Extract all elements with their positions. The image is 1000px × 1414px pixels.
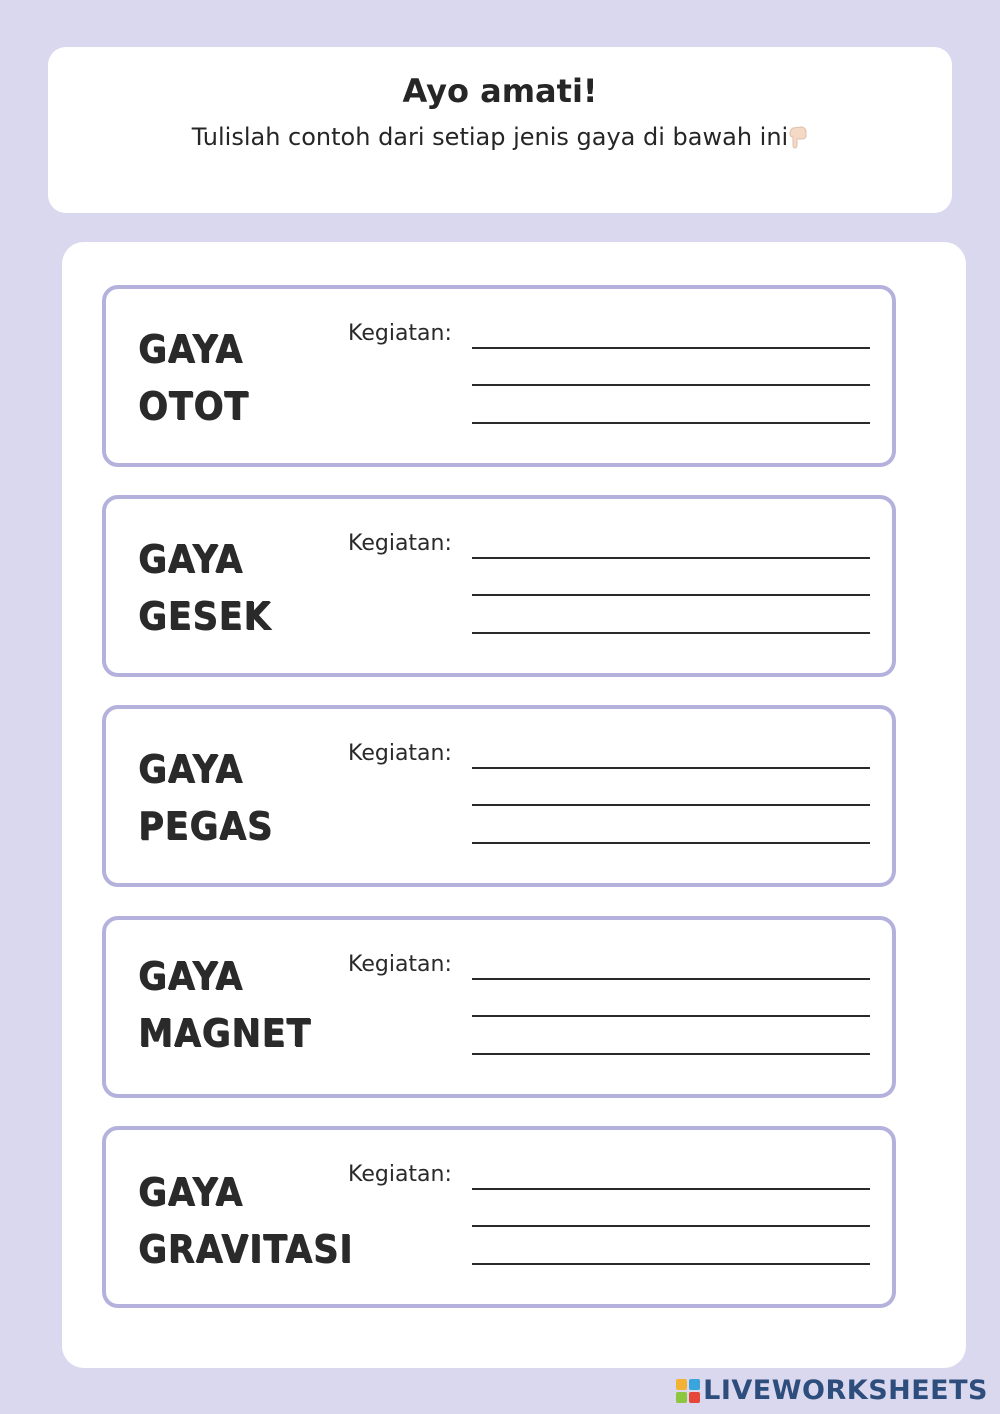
answer-line[interactable] <box>472 632 870 634</box>
liveworksheets-logo-icon <box>675 1378 701 1404</box>
force-box-magnet <box>102 916 896 1098</box>
activity-label: Kegiatan: <box>348 1162 452 1187</box>
activity-label: Kegiatan: <box>348 741 452 766</box>
force-name <box>138 1164 353 1278</box>
force-name <box>138 531 271 645</box>
answer-line[interactable] <box>472 842 870 844</box>
answer-line[interactable] <box>472 804 870 806</box>
force-box-gesek <box>102 495 896 677</box>
page-title: Ayo amati! <box>402 72 598 110</box>
force-box-pegas <box>102 705 896 887</box>
subtitle-text: Tulislah contoh dari setiap jenis gaya di bawah ini <box>191 123 789 151</box>
answer-line[interactable] <box>472 347 870 349</box>
activity-label: Kegiatan: <box>348 531 452 556</box>
force-name-line1: GAYA <box>138 954 244 998</box>
force-box-otot <box>102 285 896 467</box>
answer-line[interactable] <box>472 1225 870 1227</box>
force-name-line1: GAYA <box>138 747 244 791</box>
force-name-line2: OTOT <box>138 384 249 428</box>
force-name-line1: GAYA <box>138 537 244 581</box>
answer-line[interactable] <box>472 978 870 980</box>
pointing-down-hand-icon <box>788 125 808 149</box>
page-subtitle <box>0 123 1000 151</box>
force-name-line2: MAGNET <box>138 1011 312 1055</box>
force-name <box>138 741 273 855</box>
activity-label: Kegiatan: <box>348 321 452 346</box>
force-box-gravitasi <box>102 1126 896 1308</box>
activity-label: Kegiatan: <box>348 952 452 977</box>
force-name <box>138 948 311 1062</box>
force-name-line2: GRAVITASI <box>138 1227 354 1271</box>
answer-line[interactable] <box>472 1015 870 1017</box>
force-name-line1: GAYA <box>138 1170 244 1214</box>
brand-name: LIVEWORKSHEETS <box>703 1375 988 1406</box>
liveworksheets-brand <box>675 1375 988 1406</box>
answer-line[interactable] <box>472 594 870 596</box>
answer-line[interactable] <box>472 767 870 769</box>
answer-line[interactable] <box>472 384 870 386</box>
answer-line[interactable] <box>472 422 870 424</box>
answer-line[interactable] <box>472 1053 870 1055</box>
force-name-line1: GAYA <box>138 327 244 371</box>
answer-line[interactable] <box>472 557 870 559</box>
force-name-line2: PEGAS <box>138 804 274 848</box>
force-name-line2: GESEK <box>138 594 272 638</box>
force-name <box>138 321 249 435</box>
answer-line[interactable] <box>472 1188 870 1190</box>
answer-line[interactable] <box>472 1263 870 1265</box>
